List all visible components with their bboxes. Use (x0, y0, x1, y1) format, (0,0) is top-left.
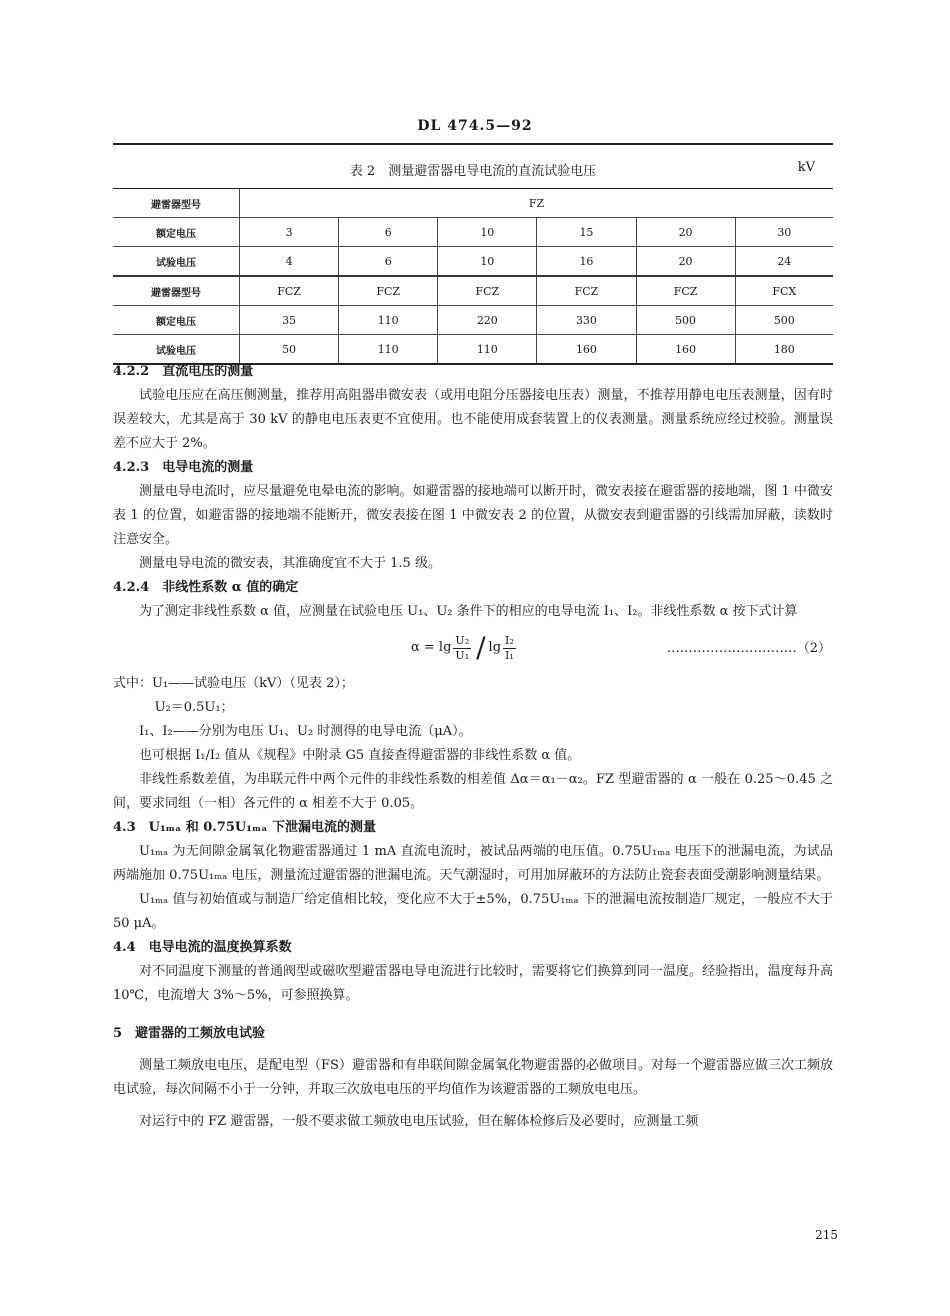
paragraph: 非线性系数差值，为串联元件中两个元件的非线性系数的相差值 Δα＝α₁－α₂。FZ 型避雷器的 α 一般在 0.25～0.45 之间，要求同组（一相）各元件的 α 相差不大于 0.05。 (113, 772, 833, 811)
voltage-ratio (453, 634, 471, 663)
fraction-numerator: I₂ (505, 633, 514, 647)
section-heading-4-2-3: 4.2.3 电导电流的测量 (113, 460, 254, 475)
table-cell: 24 (735, 247, 833, 277)
paragraph: 为了测定非线性系数 α 值，应测量在试验电压 U₁、U₂ 条件下的相应的电导电流 I₁、I₂。非线性系数 α 按下式计算 (139, 604, 798, 619)
table-cell: FCZ (636, 276, 735, 306)
fraction-numerator: U₂ (455, 633, 470, 647)
table-cell: 10 (438, 218, 537, 247)
table-cell: 110 (438, 335, 537, 365)
table-cell: 35 (240, 306, 339, 335)
header-rule (113, 143, 833, 145)
paragraph: U₁ₘₐ 为无间隙金属氧化物避雷器通过 1 mA 直流电流时，被试品两端的电压值。0.75U₁ₘₐ 电压下的泄漏电流，为试品两端施加 0.75U₁ₘₐ 电压，测量流过避雷器的泄漏电流。天气潮湿时，可用加屏蔽环的方法防止瓷套表面受潮影响测量结果。 (113, 844, 833, 883)
test-voltage-table (113, 188, 833, 365)
division-slash: / (476, 631, 486, 664)
table-cell: 4 (240, 247, 339, 277)
page-number: 215 (815, 1228, 838, 1242)
document-header: DL 474.5—92 (417, 118, 533, 134)
section-heading-4-3: 4.3 U₁ₘₐ 和 0.75U₁ₘₐ 下泄漏电流的测量 (113, 820, 376, 835)
table-cell: FCZ (240, 276, 339, 306)
where-clause: 式中：U₁——试验电压（kV）（见表 2）； (113, 676, 354, 691)
table-row (113, 218, 833, 247)
paragraph: 也可根据 I₁/I₂ 值从《规程》中附录 G5 直接查得避雷器的非线性系数 α 值。 (139, 748, 581, 763)
row-label: 避雷器型号 (113, 189, 240, 218)
table-cell: FZ (240, 189, 834, 218)
table-row (113, 276, 833, 306)
formula-log: lg (488, 640, 502, 655)
table-cell: FCZ (438, 276, 537, 306)
paragraph: 对运行中的 FZ 避雷器，一般不要求做工频放电电压试验，但在解体检修后及必要时，应测量工频 (139, 1114, 699, 1129)
table-cell: 50 (240, 335, 339, 365)
section-heading-4-4: 4.4 电导电流的温度换算系数 (113, 940, 292, 955)
paragraph: U₁ₘₐ 值与初始值或与制造厂给定值相比较，变化应不大于±5%，0.75U₁ₘₐ 下的泄漏电流按制造厂规定，一般应不大于 50 μA。 (113, 892, 833, 931)
table-row (113, 306, 833, 335)
paragraph: 试验电压应在高压侧测量，推荐用高阻器串微安表（或用电阻分压器接电压表）测量，不推荐用静电电压表测量，因有时误差较大，尤其是高于 30 kV 的静电电压表更不宜使用。也不能使用成套装置上的仪表测量。测量系统应经过校验。测量误差不应大于 2%。 (113, 388, 833, 451)
row-label: 避雷器型号 (113, 276, 240, 306)
alpha-formula (113, 628, 833, 668)
table-row (113, 247, 833, 277)
table-cell: 16 (537, 247, 636, 277)
table-cell: 6 (339, 247, 438, 277)
table-cell: 160 (537, 335, 636, 365)
table-cell: 10 (438, 247, 537, 277)
row-label: 试验电压 (113, 335, 240, 365)
section-heading-4-2-4: 4.2.4 非线性系数 α 值的确定 (113, 580, 299, 595)
table-cell: 15 (537, 218, 636, 247)
fraction-denominator: I₁ (505, 648, 514, 662)
table-cell: FCZ (537, 276, 636, 306)
table-cell: 30 (735, 218, 833, 247)
table-unit: kV (797, 160, 815, 175)
table-cell: 500 (636, 306, 735, 335)
section-heading-4-2-2: 4.2.2 直流电压的测量 (113, 364, 254, 379)
table-cell: 6 (339, 218, 438, 247)
where-clause: U₂＝0.5U₁； (154, 700, 234, 715)
row-label: 额定电压 (113, 218, 240, 247)
current-ratio (503, 634, 516, 663)
table-cell: FCX (735, 276, 833, 306)
row-label: 额定电压 (113, 306, 240, 335)
table-title: 表 2 测量避雷器电导电流的直流试验电压 (349, 164, 597, 179)
formula-number: …………………………（2） (666, 641, 831, 656)
paragraph: 测量电导电流时，应尽量避免电晕电流的影响。如避雷器的接地端可以断开时，微安表接在避雷器的接地端，图 1 中微安表 1 的位置，如避雷器的接地端不能断开，微安表接在图 1 中微安表 2 的位置，从微安表到避雷器的引线需加屏蔽，读数时注意安全。 (113, 484, 833, 547)
where-clause: I₁、I₂——分别为电压 U₁、U₂ 时测得的电导电流（μA）。 (139, 724, 472, 739)
body-text (113, 360, 833, 1134)
table-cell: FCZ (339, 276, 438, 306)
table-cell: 500 (735, 306, 833, 335)
table-cell: 20 (636, 218, 735, 247)
paragraph: 对不同温度下测量的普通阀型或磁吹型避雷器电导电流进行比较时，需要将它们换算到同一温度。经验指出，温度每升高 10℃，电流增大 3%～5%，可参照换算。 (113, 964, 833, 1003)
table-cell: 220 (438, 306, 537, 335)
table-caption (113, 160, 833, 180)
paragraph: 测量电导电流的微安表，其准确度宜不大于 1.5 级。 (139, 556, 441, 571)
table-row (113, 189, 833, 218)
table-cell: 20 (636, 247, 735, 277)
table-cell: 330 (537, 306, 636, 335)
table-cell: 180 (735, 335, 833, 365)
table-cell: 3 (240, 218, 339, 247)
fraction-denominator: U₁ (455, 648, 470, 662)
section-heading-5: 5 避雷器的工频放电试验 (113, 1026, 266, 1041)
paragraph: 测量工频放电电压，是配电型（FS）避雷器和有串联间隙金属氧化物避雷器的必做项目。对每一个避雷器应做三次工频放电试验，每次间隔不小于一分钟，并取三次放电电压的平均值作为该避雷器的工频放电电压。 (113, 1058, 833, 1097)
table-cell: 110 (339, 306, 438, 335)
row-label: 试验电压 (113, 247, 240, 277)
table-cell: 160 (636, 335, 735, 365)
table-cell: 110 (339, 335, 438, 365)
formula-lhs: α = lg (411, 640, 452, 655)
